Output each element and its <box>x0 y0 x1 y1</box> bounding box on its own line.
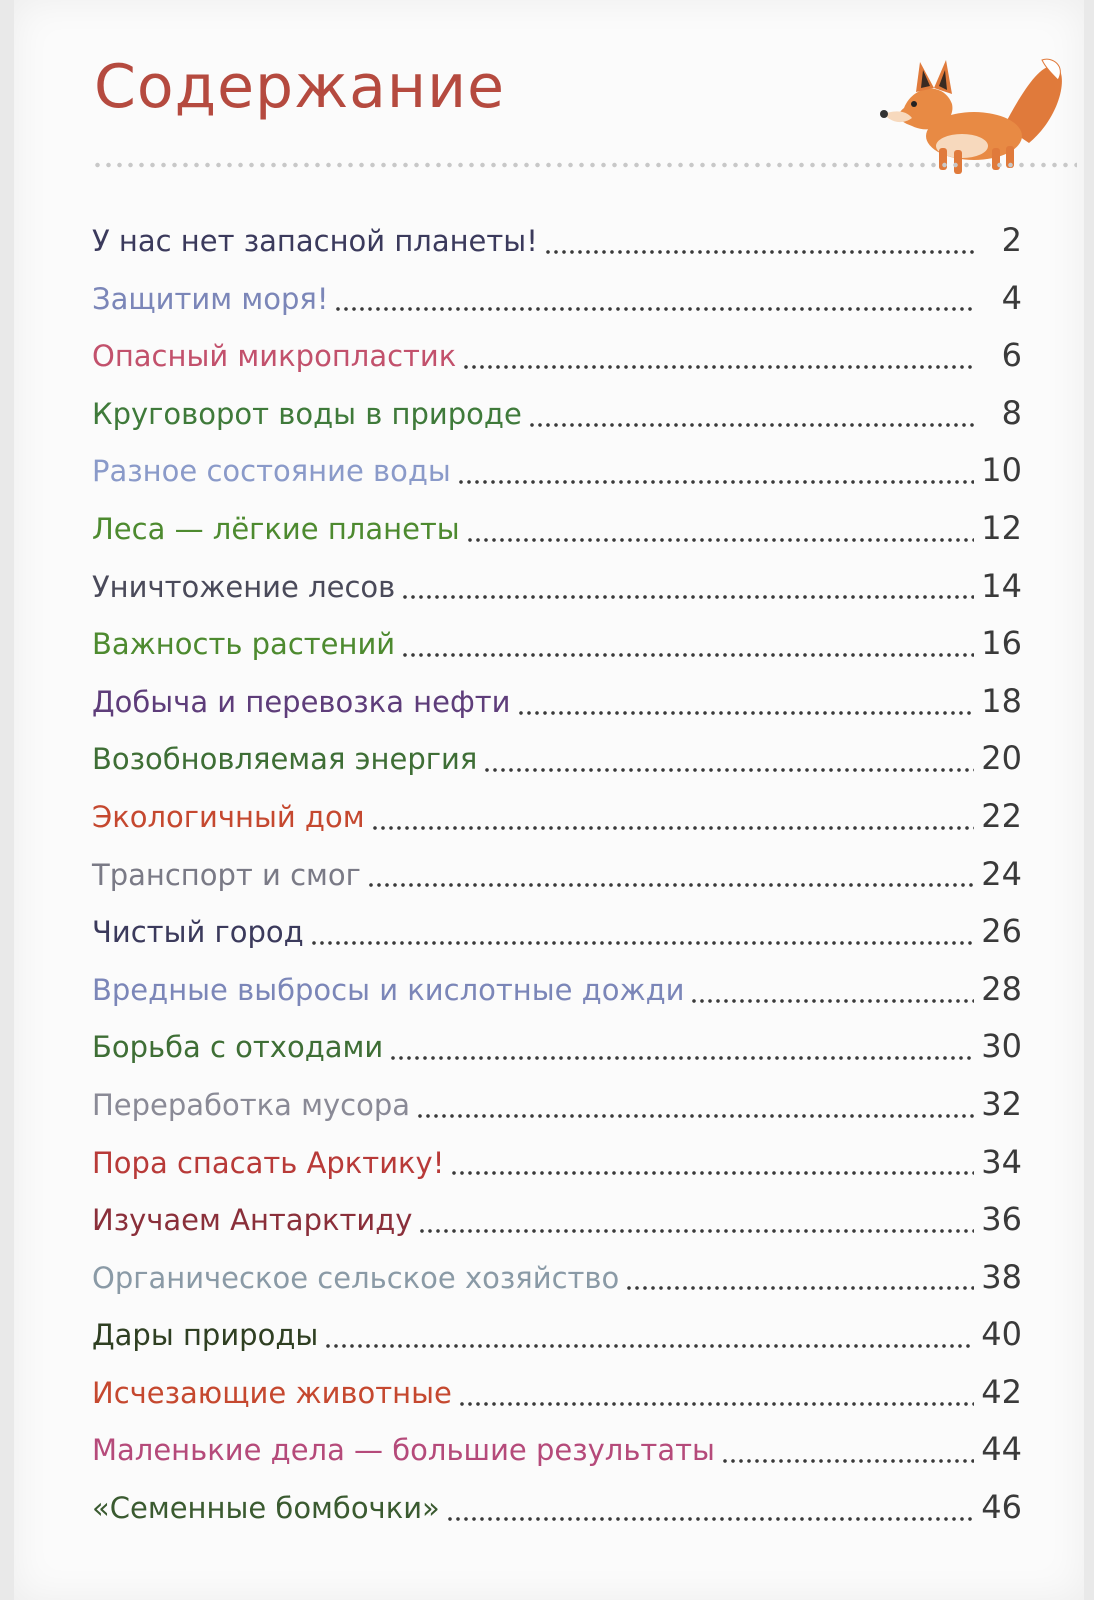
toc-entry-title: Транспорт и смог <box>92 857 361 892</box>
toc-dot-leader <box>446 1516 974 1522</box>
toc-dot-leader <box>528 422 974 428</box>
toc-page-number: 12 <box>981 508 1022 547</box>
toc-page-number: 2 <box>1001 221 1022 259</box>
toc-dot-leader <box>458 1401 974 1407</box>
toc-dot-leader <box>389 1055 974 1061</box>
toc-dot-leader <box>466 537 974 543</box>
toc-dot-leader <box>418 1228 974 1234</box>
toc-dot-leader <box>462 364 974 370</box>
book-page <box>14 0 1084 1600</box>
toc-dot-leader <box>483 767 974 773</box>
toc-dot-leader <box>334 306 974 312</box>
toc-entry-title: Уничтожение лесов <box>92 569 396 604</box>
toc-page-number: 40 <box>981 1315 1022 1354</box>
toc-entry <box>92 961 1022 1019</box>
toc-entry <box>92 442 1022 500</box>
toc-entry-title: Добыча и перевозка нефти <box>92 684 511 719</box>
toc-page-number: 44 <box>981 1430 1022 1469</box>
toc-entry-title: Чистый город <box>92 915 304 950</box>
toc-entry-title: Дары природы <box>92 1318 319 1353</box>
toc-entry-title: Возобновляемая энергия <box>92 742 478 777</box>
toc-dot-leader <box>457 479 974 485</box>
toc-page-number: 16 <box>981 624 1022 663</box>
toc-page-number: 28 <box>981 969 1022 1008</box>
toc-page-number: 36 <box>981 1200 1022 1239</box>
page-title: Содержание <box>94 52 506 122</box>
toc-dot-leader <box>450 1170 974 1176</box>
toc-page-number: 34 <box>981 1142 1022 1181</box>
toc-entry <box>92 500 1022 558</box>
toc-entry <box>92 385 1022 443</box>
toc-entry <box>92 1191 1022 1249</box>
toc-entry <box>92 1364 1022 1422</box>
toc-entry <box>92 846 1022 904</box>
toc-entry-title: Органическое сельское хозяйство <box>92 1260 620 1295</box>
toc-dot-leader <box>690 998 974 1004</box>
toc-entry <box>92 1479 1022 1537</box>
toc-dot-leader <box>371 825 974 831</box>
toc-page-number: 22 <box>981 796 1022 835</box>
toc-entry-title: Разное состояние воды <box>92 454 451 489</box>
toc-page-number: 4 <box>1001 278 1022 317</box>
toc-entry <box>92 212 1022 270</box>
toc-entry-title: Исчезающие животные <box>92 1375 452 1410</box>
toc-entry-title: Изучаем Антарктиду <box>92 1203 413 1238</box>
toc-entry-title: Важность растений <box>92 627 396 662</box>
toc-entry <box>92 1076 1022 1134</box>
toc-entry-title: У нас нет запасной планеты! <box>92 224 538 258</box>
toc-entry <box>92 903 1022 961</box>
toc-entry-title: «Семенные бомбочки» <box>92 1491 440 1526</box>
toc-entry-title: Пора спасать Арктику! <box>92 1145 445 1180</box>
toc-entry-title: Борьба с отходами <box>92 1030 384 1065</box>
toc-dot-leader <box>401 594 974 600</box>
toc-page-number: 14 <box>981 566 1022 605</box>
toc-page-number: 18 <box>981 681 1022 720</box>
toc-entry <box>92 1421 1022 1479</box>
toc-entry-title: Маленькие дела — большие результаты <box>92 1433 715 1468</box>
toc-entry <box>92 730 1022 788</box>
toc-entry-title: Круговорот воды в природе <box>92 396 522 431</box>
toc-entry <box>92 558 1022 616</box>
toc-page-number: 32 <box>981 1084 1022 1123</box>
toc-entry-title: Опасный микропластик <box>92 339 457 374</box>
toc-page-number: 20 <box>981 739 1022 778</box>
toc-entry <box>92 788 1022 846</box>
fox-illustration-icon <box>854 48 1064 178</box>
toc-entry-title: Леса — лёгкие планеты <box>92 511 460 546</box>
toc-dot-leader <box>367 882 974 888</box>
toc-entry-title: Вредные выбросы и кислотные дожди <box>92 972 685 1007</box>
toc-page-number: 30 <box>981 1027 1022 1066</box>
header-divider <box>92 160 1077 170</box>
toc-page-number: 6 <box>1001 336 1022 375</box>
toc-entry <box>92 1134 1022 1192</box>
toc-dot-leader <box>517 710 974 716</box>
toc-dot-leader <box>544 249 974 255</box>
toc-entry <box>92 615 1022 673</box>
toc-dot-leader <box>416 1113 974 1119</box>
toc-page-number: 26 <box>981 912 1022 951</box>
toc-entry-title: Экологичный дом <box>92 799 365 834</box>
toc-dot-leader <box>625 1285 974 1291</box>
table-of-contents <box>92 212 1022 1537</box>
toc-entry <box>92 327 1022 385</box>
toc-dot-leader <box>310 940 974 946</box>
toc-dot-leader <box>324 1343 974 1349</box>
toc-entry <box>92 1018 1022 1076</box>
toc-page-number: 38 <box>981 1257 1022 1296</box>
toc-page-number: 8 <box>1001 393 1022 432</box>
toc-dot-leader <box>401 652 974 658</box>
toc-entry <box>92 1306 1022 1364</box>
toc-page-number: 10 <box>981 451 1022 490</box>
toc-entry <box>92 1249 1022 1307</box>
toc-page-number: 24 <box>981 854 1022 893</box>
toc-page-number: 42 <box>981 1372 1022 1411</box>
toc-page-number: 46 <box>981 1488 1022 1527</box>
toc-entry-title: Защитим моря! <box>92 281 329 316</box>
toc-entry <box>92 270 1022 328</box>
toc-entry-title: Переработка мусора <box>92 1087 411 1122</box>
toc-dot-leader <box>721 1458 974 1464</box>
toc-entry <box>92 673 1022 731</box>
